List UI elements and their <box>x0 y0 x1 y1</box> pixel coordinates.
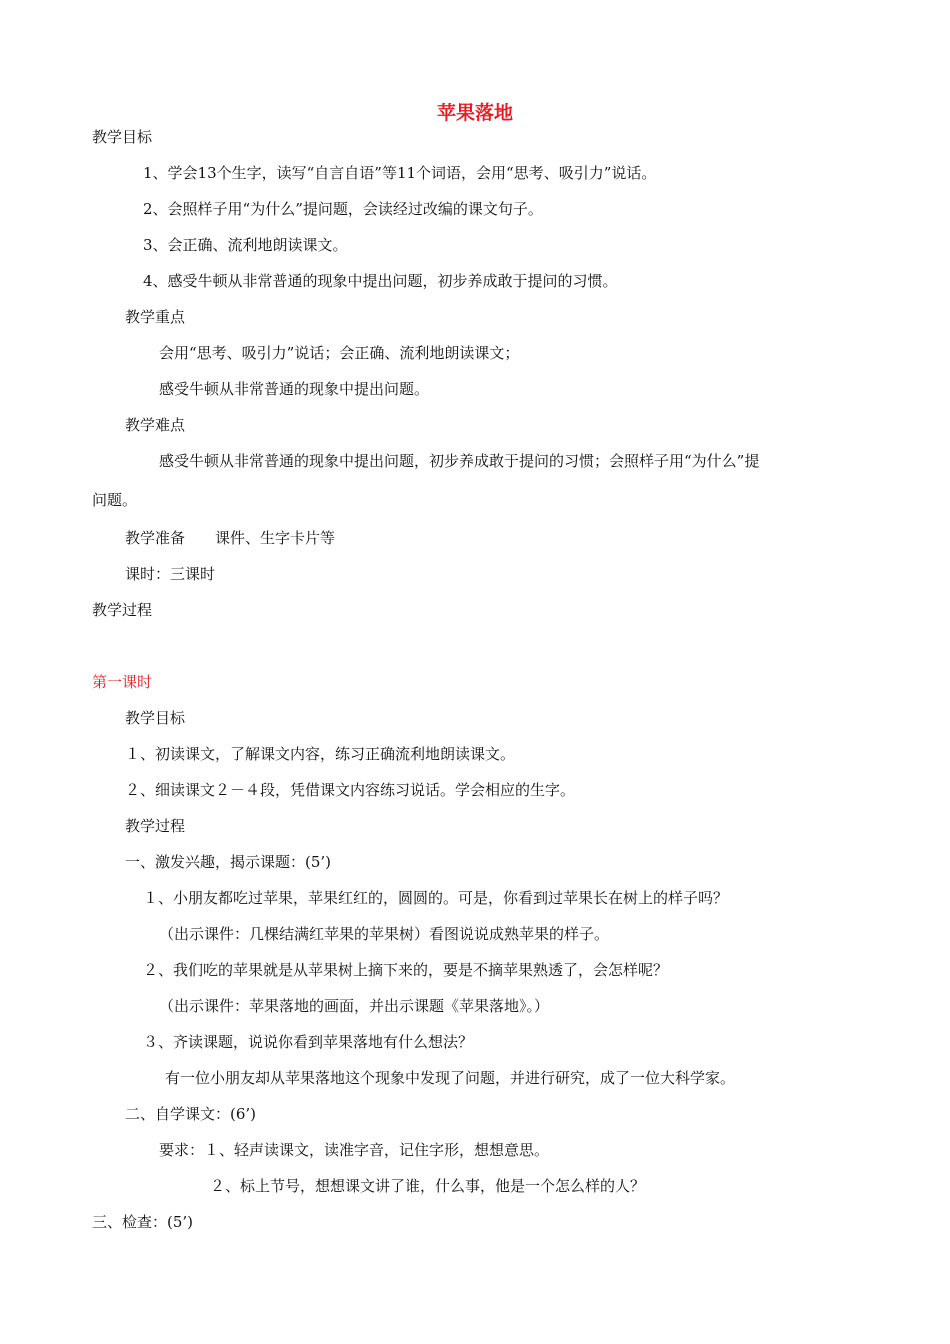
step-1-item-2: ２、我们吃的苹果就是从苹果树上摘下来的，要是不摘苹果熟透了，会怎样呢？ <box>143 961 669 979</box>
goal-item-1: 1、学会13个生字，读写“自言自语”等11个词语，会用“思考、吸引力”说话。 <box>143 164 657 182</box>
lesson1-goal-1: １、初读课文，了解课文内容，练习正确流利地朗读课文。 <box>125 745 516 763</box>
step-1-item-2-note: （出示课件：苹果落地的画面，并出示课题《苹果落地》。） <box>159 997 550 1015</box>
key-point-1: 会用“思考、吸引力”说话；会正确、流利地朗读课文； <box>159 344 520 362</box>
goal-item-4: 4、感受牛顿从非常普通的现象中提出问题，初步养成敢于提问的习惯。 <box>143 272 618 290</box>
key-heading: 教学重点 <box>125 308 186 326</box>
difficult-heading: 教学难点 <box>125 416 186 434</box>
key-point-2: 感受牛顿从非常普通的现象中提出问题。 <box>159 380 430 398</box>
difficult-line-1: 感受牛顿从非常普通的现象中提出问题，初步养成敢于提问的习惯；会照样子用“为什么”提 <box>159 452 760 470</box>
lesson1-goal-2: ２、细读课文２－４段，凭借课文内容练习说话。学会相应的生字。 <box>125 781 576 799</box>
preparation: 教学准备 课件、生字卡片等 <box>125 529 336 547</box>
step-1-heading: 一、激发兴趣，揭示课题：(5’) <box>125 853 332 871</box>
lesson1-goals-heading: 教学目标 <box>125 709 186 727</box>
process-heading: 教学过程 <box>92 601 153 619</box>
difficult-line-2: 问题。 <box>92 491 138 509</box>
document-title: 苹果落地 <box>436 102 513 124</box>
step-2-requirement-2: ２、标上节号，想想课文讲了谁，什么事，他是一个怎么样的人？ <box>210 1177 646 1195</box>
lesson1-heading: 第一课时 <box>92 673 153 691</box>
step-1-item-3: ３、齐读课题，说说你看到苹果落地有什么想法？ <box>143 1033 474 1051</box>
step-2-requirement-1: 要求：１、轻声读课文，读准字音，记住字形，想想意思。 <box>159 1141 550 1159</box>
goals-heading: 教学目标 <box>92 128 153 146</box>
goal-item-3: 3、会正确、流利地朗读课文。 <box>143 236 348 254</box>
step-1-item-3-note: 有一位小朋友却从苹果落地这个现象中发现了问题，并进行研究，成了一位大科学家。 <box>165 1069 736 1087</box>
class-hours: 课时：三课时 <box>125 565 216 583</box>
step-1-item-1-note: （出示课件：几棵结满红苹果的苹果树）看图说说成熟苹果的样子。 <box>159 925 610 943</box>
goal-item-2: 2、会照样子用“为什么”提问题，会读经过改编的课文句子。 <box>143 200 543 218</box>
step-2-heading: 二、自学课文：(6’) <box>125 1105 257 1123</box>
step-3-heading: 三、检查：(5’) <box>92 1213 194 1231</box>
step-1-item-1: １、小朋友都吃过苹果，苹果红红的，圆圆的。可是，你看到过苹果长在树上的样子吗？ <box>143 889 729 907</box>
lesson1-process-heading: 教学过程 <box>125 817 186 835</box>
